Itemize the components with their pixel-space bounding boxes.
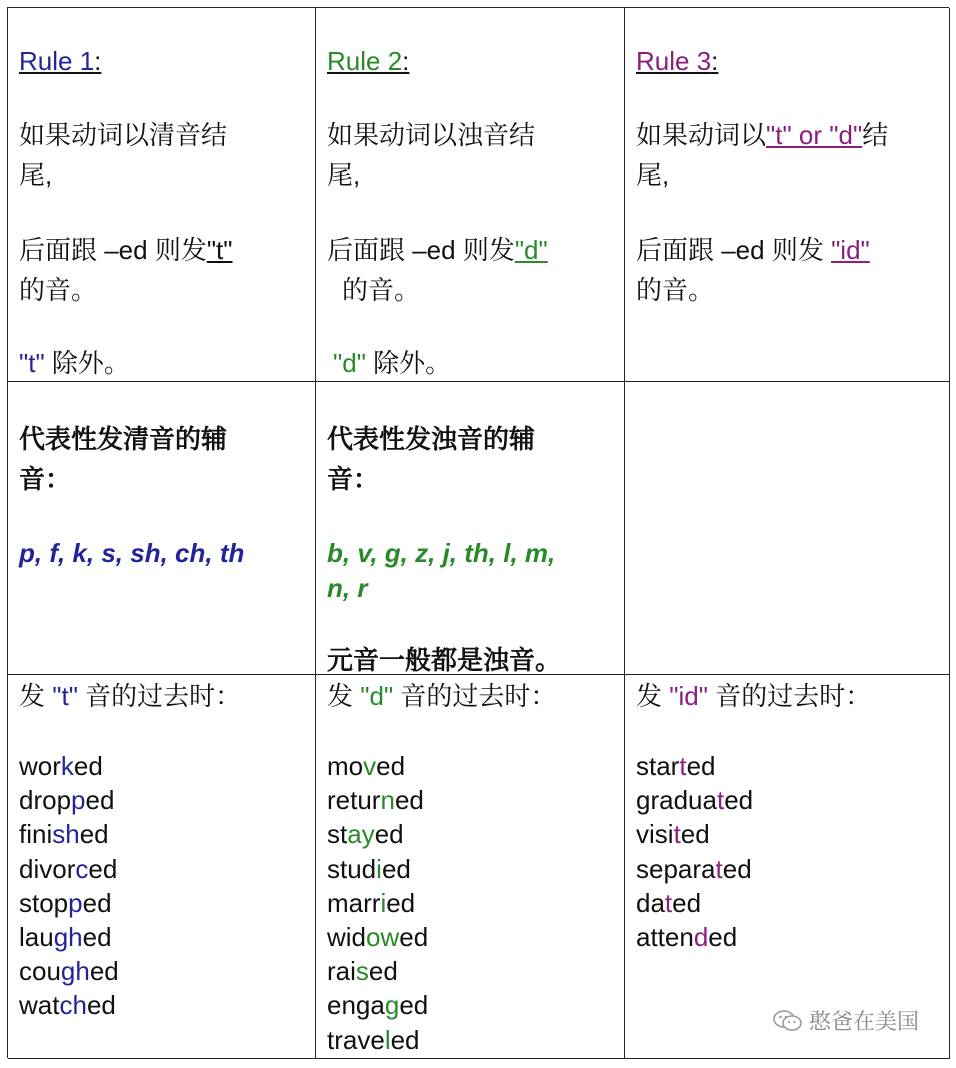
example-word — [636, 852, 753, 886]
final-sound-letters: i — [376, 853, 382, 884]
word-stem: cou — [19, 956, 61, 987]
final-sound-letters: ch — [59, 990, 87, 1021]
rule-3-label: Rule 3 — [636, 46, 712, 76]
id-word-list — [636, 749, 753, 954]
final-sound-letters: p — [71, 785, 86, 816]
ed-suffix: ed — [82, 922, 112, 953]
id-heading-sound: "id" — [669, 681, 708, 711]
rule-2-colon: : — [402, 46, 410, 76]
word-stem: wid — [327, 922, 367, 953]
wechat-icon — [773, 1009, 803, 1033]
id-heading-prefix: 发 — [636, 681, 663, 711]
ed-suffix: ed — [680, 819, 710, 850]
voiceless-consonant-list: p, f, k, s, sh, ch, th — [19, 538, 245, 568]
final-sound-letters: i — [380, 887, 387, 918]
example-word — [327, 1023, 428, 1057]
final-sound-letters: gh — [53, 922, 83, 953]
t-heading-prefix: 发 — [19, 681, 46, 711]
word-stem: atten — [636, 922, 694, 953]
t-word-list — [19, 749, 119, 1023]
rule-3-follow-prefix: 后面跟 –ed 则发 — [636, 235, 824, 265]
example-word — [636, 920, 753, 954]
example-word — [327, 852, 428, 886]
example-word — [327, 783, 428, 817]
ed-suffix: ed — [79, 819, 109, 850]
rule-1-exception-sound: "t" — [19, 348, 45, 378]
final-sound-letters: ay — [347, 819, 375, 850]
rule-3-sound: "id" — [831, 235, 870, 265]
example-word — [19, 749, 119, 783]
t-examples-cell — [8, 675, 316, 1059]
final-sound-letters: l — [384, 1024, 391, 1055]
final-sound-letters: v — [363, 751, 377, 781]
example-word — [636, 749, 753, 783]
word-stem: enga — [327, 990, 385, 1021]
ed-suffix: ed — [82, 887, 112, 918]
word-stem: visi — [636, 819, 674, 850]
ed-suffix: ed — [86, 990, 116, 1021]
rule-1-cell — [8, 8, 316, 382]
ed-suffix: ed — [399, 990, 429, 1021]
example-word — [327, 886, 428, 920]
final-sound-letters: gh — [60, 956, 90, 987]
final-sound-letters: s — [355, 956, 369, 987]
rule-1-exception — [19, 343, 130, 382]
voiced-heading-line2: 音： — [327, 464, 380, 494]
word-stem: fini — [19, 819, 53, 850]
example-word — [19, 817, 119, 851]
word-stem: stop — [19, 887, 69, 918]
ed-suffix: ed — [374, 819, 404, 850]
example-word — [19, 852, 119, 886]
rule-1-follow — [19, 230, 233, 270]
rule-2-sound: "d" — [514, 235, 548, 265]
word-stem: mo — [327, 751, 364, 781]
ed-pronunciation-table — [7, 7, 949, 1058]
ed-suffix: ed — [394, 785, 424, 816]
final-sound-letters: ow — [366, 922, 400, 953]
rule-3-follow-suffix: 的音。 — [636, 275, 715, 305]
word-stem: retur — [327, 785, 381, 816]
ed-suffix: ed — [376, 751, 406, 781]
rule-3-title — [636, 41, 941, 81]
ed-suffix: ed — [73, 751, 103, 781]
final-sound-letters: t — [673, 819, 681, 850]
t-heading-suffix: 音的过去时： — [85, 681, 242, 711]
voiceless-heading-line1: 代表性发清音的辅 — [19, 424, 228, 454]
example-word — [327, 920, 428, 954]
voiceless-heading-line2: 音： — [19, 464, 72, 494]
example-word — [327, 954, 428, 988]
d-examples-cell — [316, 675, 625, 1059]
example-word — [19, 783, 119, 817]
watermark-text: 憨爸在美国 — [808, 1009, 919, 1034]
rule-1-line2: 尾, — [19, 160, 53, 190]
d-heading-suffix: 音的过去时： — [400, 681, 557, 711]
word-stem: divor — [19, 853, 76, 884]
word-stem: separa — [636, 853, 716, 884]
rule-3-line1-prefix: 如果动词以 — [636, 120, 767, 150]
word-stem: trave — [327, 1024, 385, 1055]
rule-2-line1: 如果动词以浊音结 — [327, 120, 536, 150]
ed-suffix: ed — [708, 922, 738, 953]
final-sound-letters: c — [75, 853, 89, 884]
rule-3-follow — [636, 230, 870, 270]
rule-2-line2: 尾, — [327, 160, 361, 190]
rule-1-exception-text: 除外。 — [51, 348, 130, 378]
final-sound-letters: t — [716, 785, 725, 816]
final-sound-letters: k — [60, 751, 74, 781]
rule-2-exception-text: 除外。 — [373, 348, 452, 378]
example-word — [636, 783, 753, 817]
ed-suffix: ed — [399, 922, 429, 953]
example-word — [19, 920, 119, 954]
rule-1-follow-suffix: 的音。 — [19, 275, 98, 305]
rule-2-label: Rule 2 — [327, 46, 403, 76]
final-sound-letters: t — [715, 853, 723, 884]
rule-3-line1-suffix: 结 — [862, 120, 889, 150]
rule-2-exception — [333, 343, 451, 382]
rule-2-cell — [316, 8, 625, 382]
rule-2-title — [327, 41, 616, 81]
example-word — [636, 817, 753, 851]
ed-suffix: ed — [85, 785, 115, 816]
rule-3-line1 — [636, 115, 888, 155]
d-word-list — [327, 749, 428, 1057]
voiceless-consonants-cell — [8, 382, 316, 675]
ed-suffix: ed — [724, 785, 754, 816]
t-examples-heading — [19, 676, 241, 716]
example-word — [636, 886, 753, 920]
example-word — [19, 954, 119, 988]
voiced-consonant-list-line1: b, v, g, z, j, th, l, m, — [327, 538, 556, 568]
ed-suffix: ed — [381, 853, 411, 884]
example-word — [19, 886, 119, 920]
d-heading-prefix: 发 — [327, 681, 354, 711]
rule-2-follow — [327, 230, 548, 270]
word-stem: wor — [19, 751, 61, 781]
rule-1-label: Rule 1 — [19, 46, 95, 76]
id-examples-cell — [625, 675, 950, 1059]
rule-1-sound: "t" — [206, 235, 233, 265]
word-stem: star — [636, 751, 680, 781]
example-word — [327, 817, 428, 851]
example-word — [327, 749, 428, 783]
final-sound-letters: g — [384, 990, 400, 1021]
ed-suffix: ed — [386, 887, 416, 918]
vowel-note: 元音一般都是浊音。 — [327, 645, 562, 675]
id-heading-suffix: 音的过去时： — [715, 681, 872, 711]
id-examples-heading — [636, 676, 871, 716]
word-stem: da — [636, 887, 665, 918]
rule-1-colon: : — [94, 46, 102, 76]
rule-3-cell — [625, 8, 950, 382]
rule-3-line1-sound: "t" or "d" — [766, 120, 863, 150]
ed-suffix: ed — [88, 853, 118, 884]
ed-suffix: ed — [722, 853, 752, 884]
voiced-heading-line1: 代表性发浊音的辅 — [327, 424, 536, 454]
rule-1-title — [19, 41, 307, 81]
word-stem: gradua — [636, 785, 717, 816]
empty-cell — [625, 382, 950, 675]
ed-suffix: ed — [390, 1024, 420, 1055]
ed-suffix: ed — [672, 887, 702, 918]
ed-suffix: ed — [686, 751, 716, 781]
ed-suffix: ed — [89, 956, 119, 987]
rule-2-follow-suffix: 的音。 — [342, 275, 421, 305]
final-sound-letters: d — [693, 922, 709, 953]
word-stem: marr — [327, 887, 381, 918]
word-stem: wat — [19, 990, 60, 1021]
word-stem: st — [327, 819, 348, 850]
example-word — [19, 988, 119, 1022]
final-sound-letters: sh — [52, 819, 80, 850]
rule-3-colon: : — [711, 46, 719, 76]
d-examples-heading — [327, 676, 556, 716]
final-sound-letters: n — [380, 785, 395, 816]
voiced-consonants-cell — [316, 382, 625, 675]
voiced-consonant-list-line2: n, r — [327, 573, 368, 603]
final-sound-letters: p — [68, 887, 83, 918]
watermark — [773, 1005, 919, 1036]
ed-suffix: ed — [368, 956, 398, 987]
rule-1-line1: 如果动词以清音结 — [19, 120, 228, 150]
rule-2-exception-sound: "d" — [333, 348, 366, 378]
word-stem: stud — [327, 853, 377, 884]
rule-3-line2: 尾, — [636, 160, 670, 190]
final-sound-letters: t — [664, 887, 673, 918]
word-stem: lau — [19, 922, 54, 953]
t-heading-sound: "t" — [52, 681, 78, 711]
rule-2-follow-prefix: 后面跟 –ed 则发 — [327, 235, 515, 265]
example-word — [327, 988, 428, 1022]
word-stem: rai — [327, 956, 356, 987]
word-stem: drop — [19, 785, 72, 816]
final-sound-letters: t — [679, 751, 687, 781]
rule-1-follow-prefix: 后面跟 –ed 则发 — [19, 235, 207, 265]
d-heading-sound: "d" — [360, 681, 394, 711]
